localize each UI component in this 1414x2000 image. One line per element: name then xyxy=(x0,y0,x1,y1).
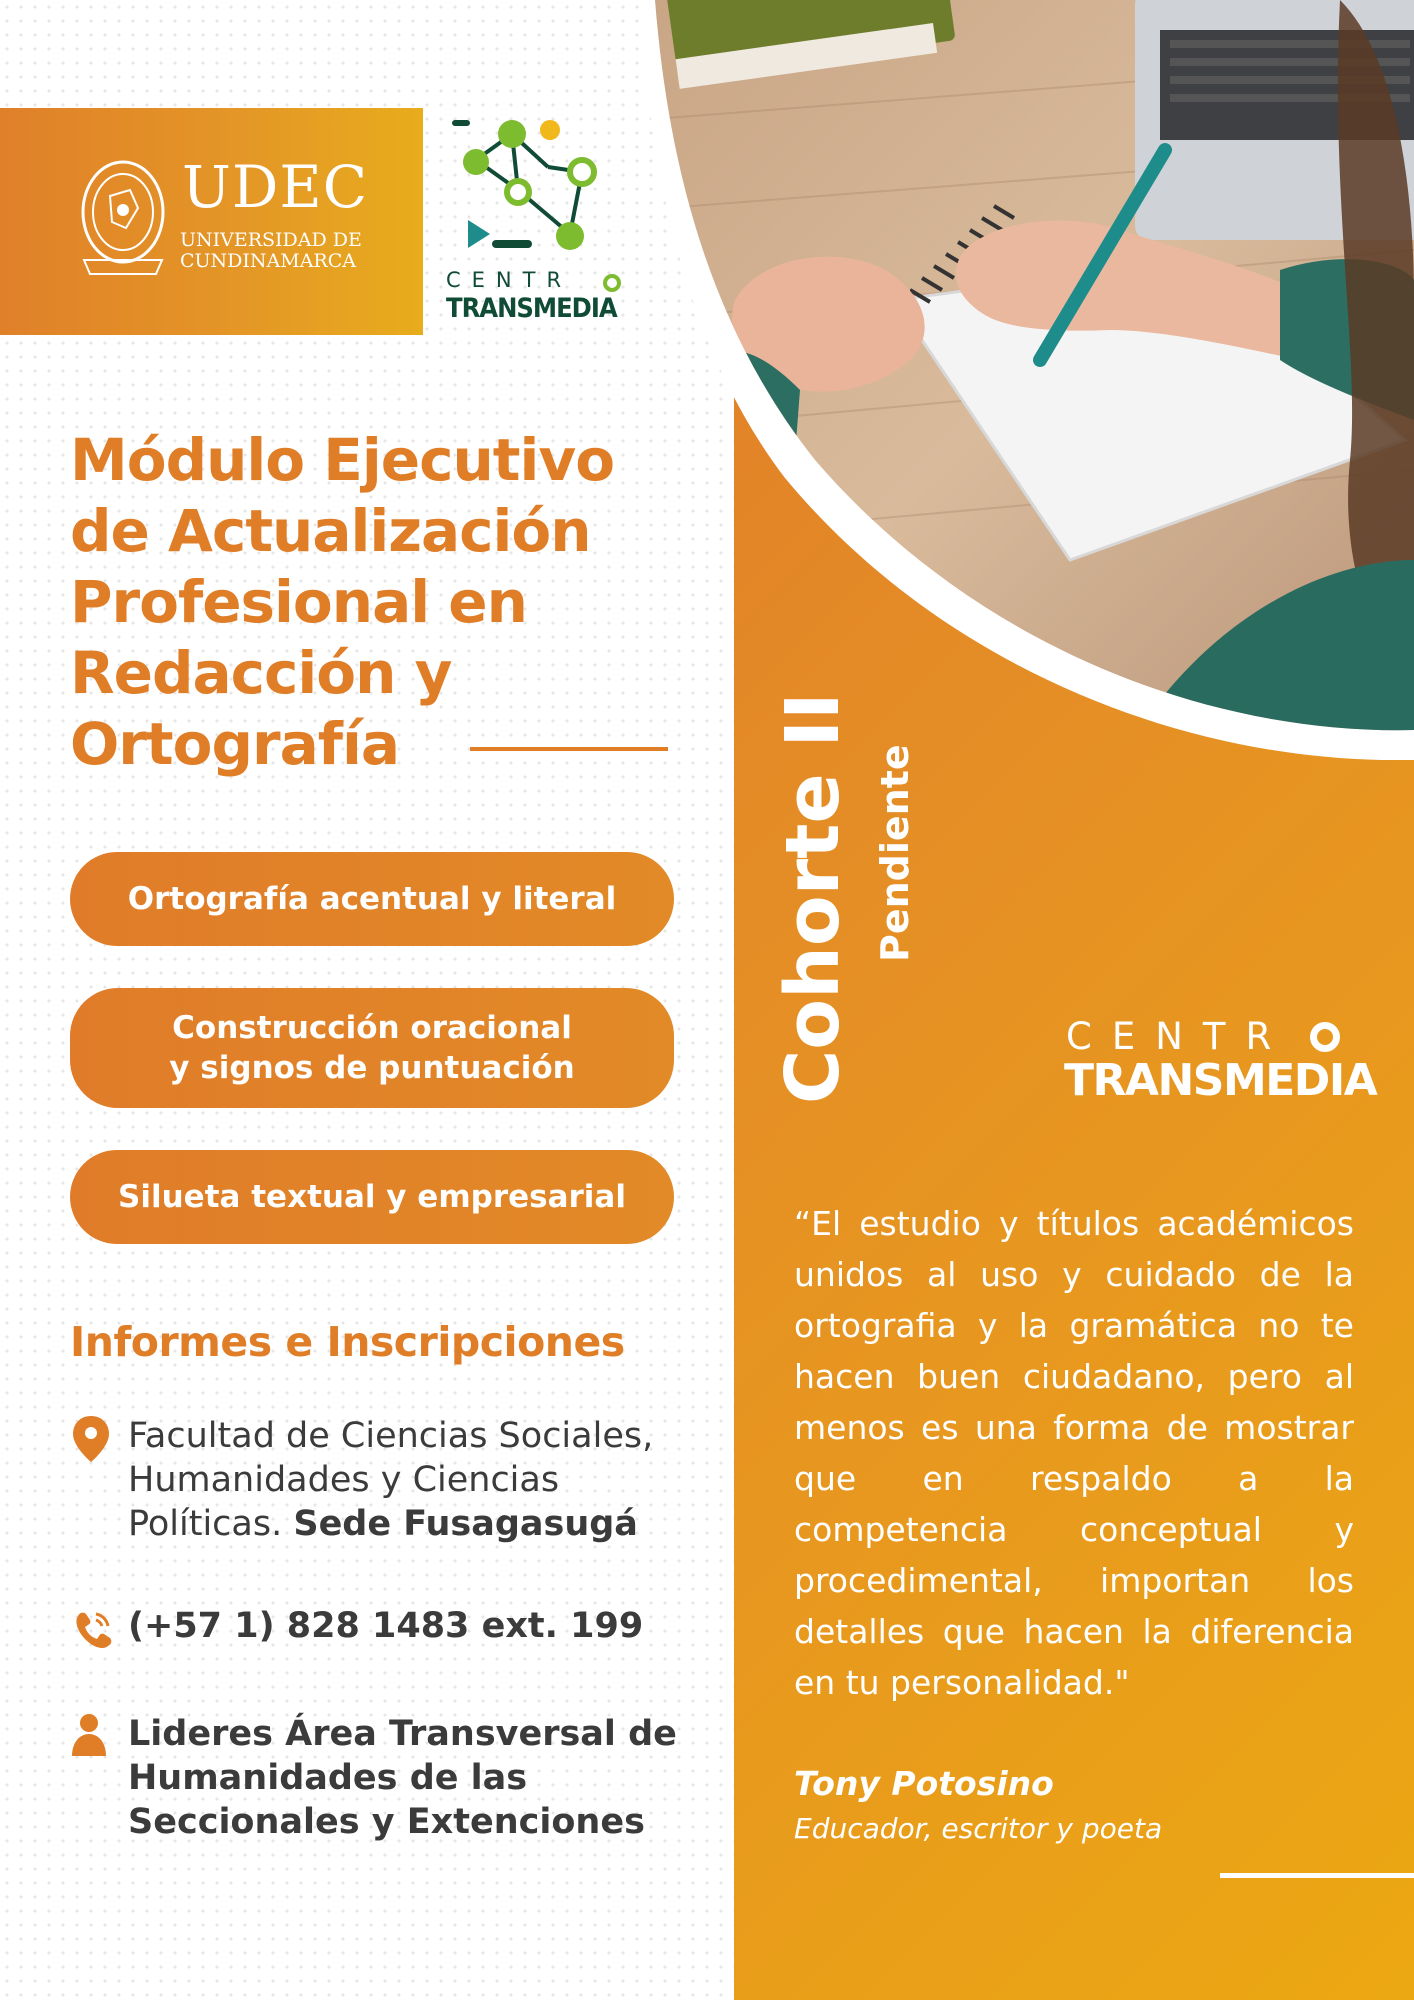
phone-icon xyxy=(70,1604,112,1654)
phone-row xyxy=(70,1604,713,1654)
title-underline xyxy=(470,747,668,751)
quote-author: Tony Potosino xyxy=(794,1764,1054,1803)
centro-transmedia-word1: CENTR xyxy=(446,268,573,292)
centro-o-white-icon xyxy=(1310,1022,1340,1052)
udec-logo-banner xyxy=(0,108,423,335)
course-title: Módulo Ejecutivo de Actualización Profesional en Redacción y Ortografía xyxy=(70,426,615,778)
topic-pill-accent: Ortografía acentual y literal xyxy=(70,852,674,946)
centro-o-icon xyxy=(602,273,622,293)
udec-wordmark: UDEC xyxy=(182,153,369,221)
cohorte-label: Cohorte II xyxy=(770,692,856,1104)
udec-subtitle-line1: UNIVERSIDAD DE xyxy=(180,229,362,251)
cohorte-status: Pendiente xyxy=(873,744,917,962)
udec-subtitle xyxy=(180,230,362,272)
topic-pill-sentence: Construcción oracional y signos de puntuación xyxy=(70,988,674,1108)
phone-text[interactable]: (+57 1) 828 1483 ext. 199 xyxy=(128,1606,644,1646)
address-row xyxy=(70,1414,713,1546)
address-line: Facultad de Ciencias Sociales, Humanidades y Ciencias Políticas. xyxy=(128,1416,654,1544)
centro-transmedia-white-word2: TRANSMEDIA xyxy=(1064,1055,1377,1106)
contact-row xyxy=(70,1712,713,1844)
location-pin-icon xyxy=(70,1414,112,1464)
informes-heading: Informes e Inscripciones xyxy=(70,1318,625,1366)
person-icon xyxy=(70,1712,112,1762)
quote-author-role: Educador, escritor y poeta xyxy=(794,1812,1163,1845)
writing-hands-photo xyxy=(640,0,1414,760)
address-text xyxy=(128,1414,713,1546)
udec-seal-icon xyxy=(78,156,168,284)
quote-text: “El estudio y títulos académicos unidos al uso y cuidado de la ortografia y la gramática no te hacen buen ciudadano, pero al menos es una forma de mostrar que en respaldo a la competencia conceptual y procedimental, importan los detalles que hacen la diferencia en tu personalidad." xyxy=(794,1204,1354,1702)
contact-text: Lideres Área Transversal de Humanidades de las Seccionales y Extenciones xyxy=(128,1714,677,1842)
centro-transmedia-word2: TRANSMEDIA xyxy=(446,293,617,324)
udec-subtitle-line2: CUNDINAMARCA xyxy=(180,250,357,272)
quote-divider xyxy=(1220,1873,1414,1878)
centro-transmedia-white-word1: CENTR xyxy=(1066,1015,1292,1058)
address-campus: Sede Fusagasugá xyxy=(293,1504,638,1544)
topic-pill-silhouette: Silueta textual y empresarial xyxy=(70,1150,674,1244)
